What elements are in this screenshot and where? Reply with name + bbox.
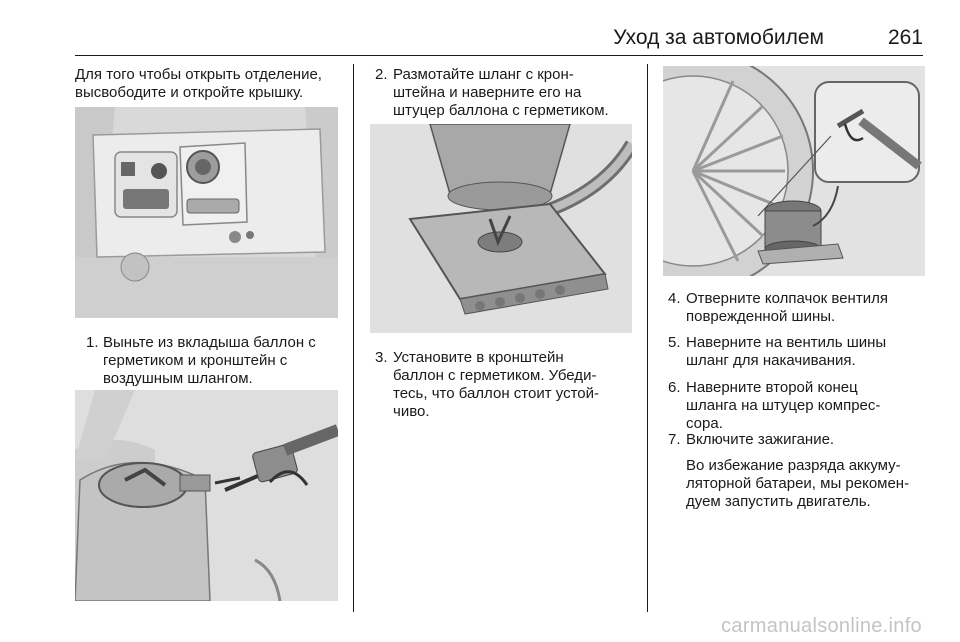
- battery-note: [686, 457, 909, 511]
- trunk-compartment-illustration: [75, 107, 338, 318]
- step-text: [686, 334, 886, 370]
- figure-sealant-bottle: [75, 390, 338, 601]
- figure-trunk-compartment: [75, 107, 338, 318]
- wheel-compressor-illustration: [663, 66, 925, 276]
- step-line: баллон с герметиком. Убеди-: [393, 367, 597, 384]
- step-line: штуцер баллона с герметиком.: [393, 102, 609, 119]
- step-number: 3.: [375, 349, 388, 366]
- step-line: шланг для накачивания.: [686, 352, 856, 369]
- intro-paragraph: [75, 66, 322, 102]
- hose-bracket-illustration: [370, 124, 632, 333]
- step-number: 1.: [86, 334, 99, 351]
- step-line: воздушным шлангом.: [103, 370, 253, 387]
- note-line: Во избежание разряда аккуму-: [686, 457, 901, 474]
- column-divider-right: [647, 64, 648, 612]
- step-text: [393, 66, 609, 120]
- step-text: [103, 334, 316, 388]
- step-line: Наверните второй конец: [686, 379, 858, 396]
- column-divider-left: [353, 64, 354, 612]
- step-number: 4.: [668, 290, 681, 307]
- step-number: 5.: [668, 334, 681, 351]
- watermark: carmanualsonline.info: [721, 615, 922, 637]
- step-line: шланга на штуцер компрес-: [686, 397, 881, 414]
- step-number: 2.: [375, 66, 388, 83]
- chapter-title: Уход за автомобилем: [613, 26, 824, 49]
- intro-line: Для того чтобы открыть отделение,: [75, 66, 322, 83]
- step-number: 6.: [668, 379, 681, 396]
- step-line: поврежденной шины.: [686, 308, 836, 325]
- page-number: 261: [887, 26, 923, 49]
- figure-hose-bracket: [370, 124, 632, 333]
- step-number: 7.: [668, 431, 681, 448]
- step-text: [686, 431, 834, 449]
- step-text: [393, 349, 599, 421]
- step-line: Включите зажигание.: [686, 431, 835, 448]
- step-text: [686, 379, 880, 433]
- figure-wheel-compressor: [663, 66, 925, 276]
- note-line: ляторной батареи, мы рекомен-: [686, 475, 910, 492]
- step-line: Установите в кронштейн: [393, 349, 564, 366]
- sealant-bottle-illustration: [75, 390, 338, 601]
- intro-line: высвободите и откройте крышку.: [75, 84, 304, 101]
- step-line: Отверните колпачок вентиля: [686, 290, 888, 307]
- header-rule: [75, 55, 923, 56]
- step-line: Размотайте шланг с крон-: [393, 66, 574, 83]
- note-line: дуем запустить двигатель.: [686, 493, 871, 510]
- step-text: [686, 290, 888, 326]
- step-line: штейна и наверните его на: [393, 84, 582, 101]
- step-line: чиво.: [393, 403, 430, 420]
- step-line: герметиком и кронштейн с: [103, 352, 288, 369]
- step-line: тесь, что баллон стоит устой-: [393, 385, 599, 402]
- step-line: сора.: [686, 415, 723, 432]
- step-line: Наверните на вентиль шины: [686, 334, 887, 351]
- step-line: Выньте из вкладыша баллон с: [103, 334, 316, 351]
